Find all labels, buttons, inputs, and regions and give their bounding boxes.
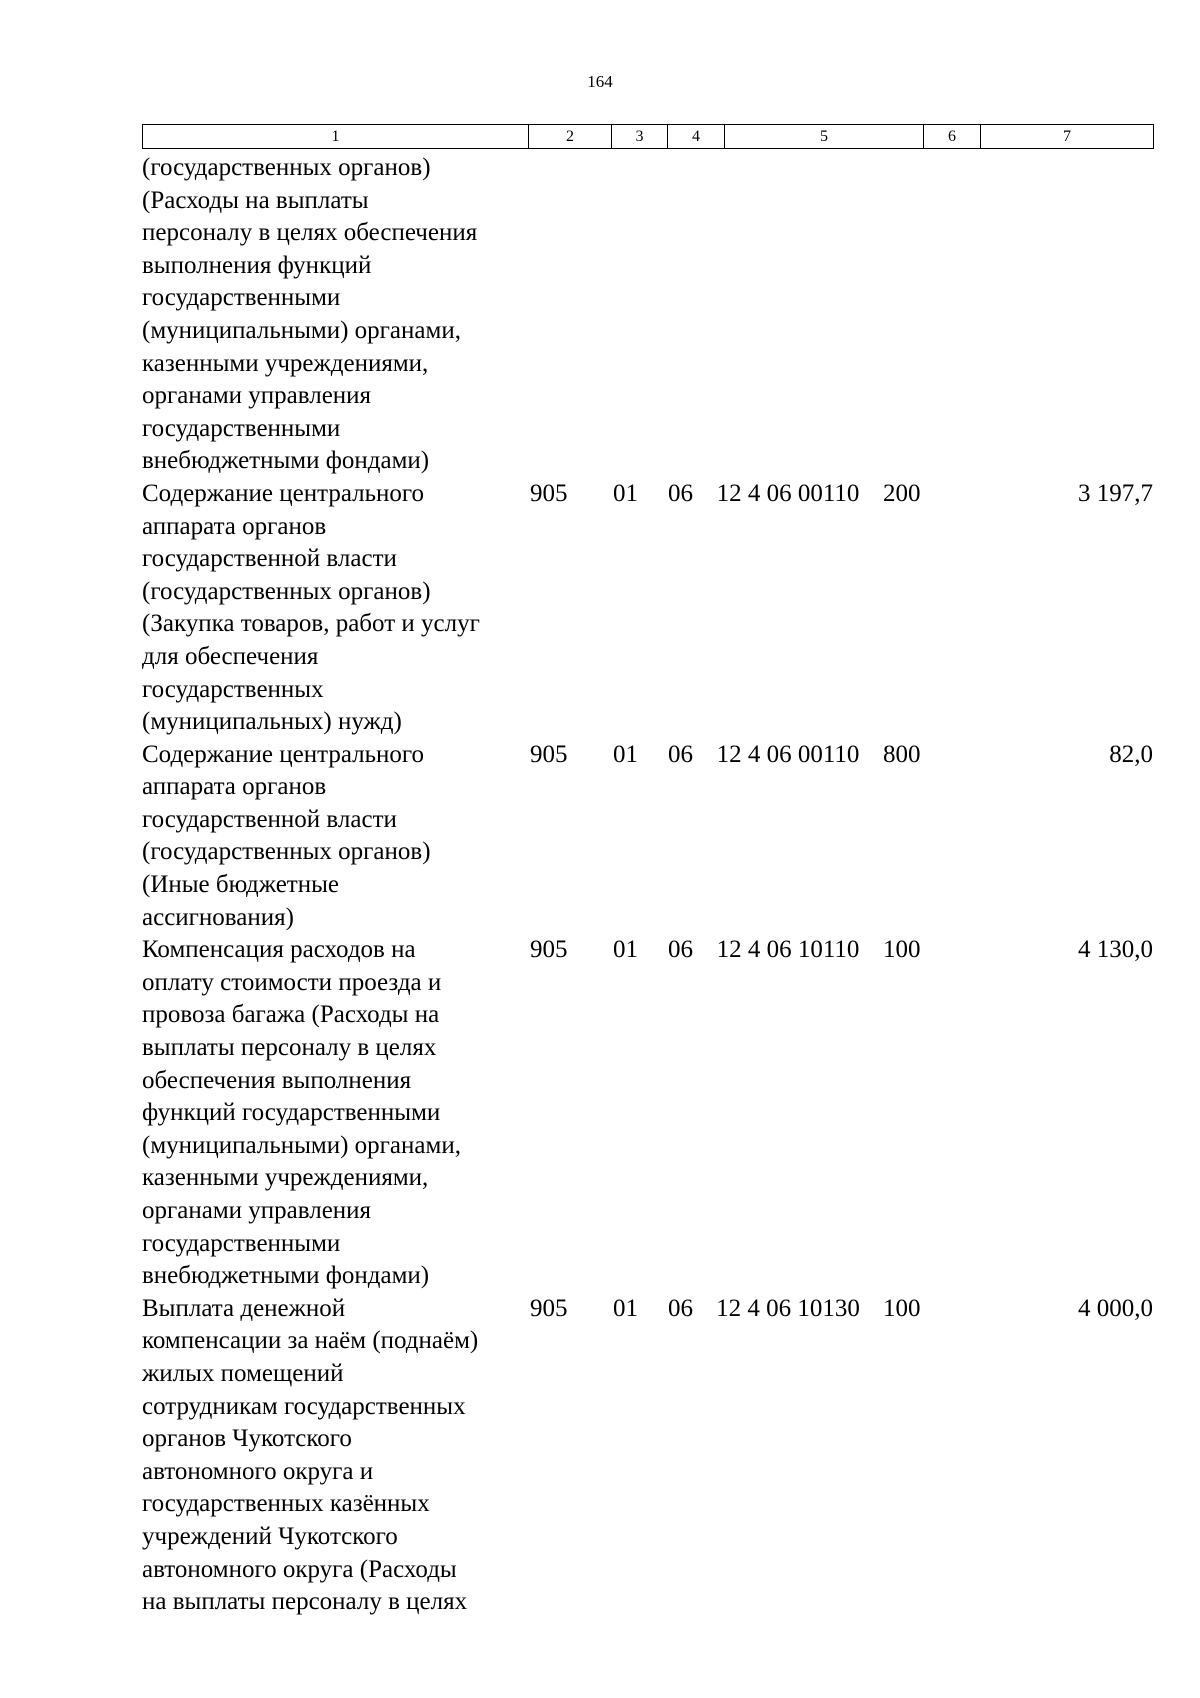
header-col-5: 5 [725, 125, 924, 149]
row-ministry-code: 905 [530, 740, 568, 768]
header-col-1: 1 [143, 125, 529, 149]
row-ministry-code: 905 [530, 479, 568, 507]
row-section-code: 01 [613, 740, 638, 768]
description-line: выплаты персоналу в целях [142, 1034, 437, 1062]
row-description [142, 934, 530, 1293]
row-description [142, 152, 530, 478]
description-line: функций государственными [142, 1099, 441, 1127]
row-description [142, 739, 530, 935]
row-section-code: 01 [613, 479, 638, 507]
table-row [142, 934, 1153, 1293]
description-line: автономного округа (Расходы [142, 1555, 457, 1583]
description-line: (муниципальными) органами, [142, 1131, 461, 1159]
row-section-code: 01 [613, 1294, 638, 1322]
description-line: ассигнования) [142, 903, 294, 931]
description-line: государственной власти [142, 805, 397, 833]
description-line: казенными учреждениями, [142, 349, 429, 377]
table-row [142, 1293, 1153, 1619]
description-line: (государственных органов) [142, 154, 431, 181]
description-line: Содержание центрального [142, 740, 425, 768]
description-line: внебюджетными фондами) [142, 1262, 430, 1290]
description-line: (государственных органов) [142, 577, 431, 605]
row-subsection-code: 06 [668, 1294, 693, 1322]
row-expense-type: 200 [883, 479, 921, 507]
row-amount: 3 197,7 [1078, 479, 1153, 507]
description-line: на выплаты персоналу в целях [142, 1588, 468, 1616]
header-col-4: 4 [668, 125, 725, 149]
description-line: жилых помещений [142, 1359, 344, 1387]
row-expense-type: 100 [883, 936, 921, 964]
description-line: (Иные бюджетные [142, 871, 339, 899]
table-row [142, 152, 1153, 478]
description-line: органов Чукотского [142, 1425, 352, 1453]
description-line: провоза багажа (Расходы на [142, 1001, 440, 1029]
row-expense-type: 100 [883, 1294, 921, 1322]
row-target-article: 12 4 06 00110 [716, 740, 860, 768]
description-line: персоналу в целях обеспечения [142, 219, 478, 247]
description-line: учреждений Чукотского [142, 1522, 398, 1550]
table-row [142, 739, 1153, 935]
description-line: (Расходы на выплаты [142, 186, 369, 214]
description-line: (муниципальными) органами, [142, 316, 461, 344]
table-row [142, 478, 1153, 739]
description-line: государственных [142, 675, 324, 703]
row-ministry-code: 905 [530, 1294, 568, 1322]
row-section-code: 01 [613, 936, 638, 964]
row-target-article: 12 4 06 10130 [716, 1294, 860, 1322]
description-line: Содержание центрального [142, 479, 425, 507]
row-amount: 4 000,0 [1078, 1294, 1153, 1322]
row-target-article: 12 4 06 10110 [716, 936, 860, 964]
description-line: государственными [142, 414, 341, 442]
description-line: компенсации за наём (поднаём) [142, 1327, 479, 1355]
row-subsection-code: 06 [668, 479, 693, 507]
description-line: сотрудникам государственных [142, 1392, 466, 1420]
header-col-3: 3 [612, 125, 668, 149]
row-description [142, 1293, 530, 1619]
description-line: обеспечения выполнения [142, 1066, 412, 1094]
description-line: Выплата денежной [142, 1294, 346, 1322]
header-col-2: 2 [529, 125, 612, 149]
row-expense-type: 800 [883, 740, 921, 768]
description-line: для обеспечения [142, 642, 319, 670]
description-line: (Закупка товаров, работ и услуг [142, 610, 480, 638]
row-amount: 4 130,0 [1078, 936, 1153, 964]
description-line: аппарата органов [142, 773, 327, 801]
row-amount: 82,0 [1109, 740, 1153, 768]
row-description [142, 478, 530, 739]
description-line: государственными [142, 284, 341, 312]
description-line: (государственных органов) [142, 838, 431, 866]
header-col-6: 6 [924, 125, 981, 149]
row-subsection-code: 06 [668, 740, 693, 768]
description-line: государственной власти [142, 545, 397, 573]
row-subsection-code: 06 [668, 936, 693, 964]
description-line: выполнения функций [142, 251, 372, 279]
description-line: внебюджетными фондами) [142, 447, 430, 475]
description-line: органами управления [142, 382, 372, 410]
description-line: автономного округа и [142, 1457, 374, 1485]
table-header [142, 124, 1154, 149]
description-line: органами управления [142, 1197, 372, 1224]
description-line: (муниципальных) нужд) [142, 708, 402, 736]
row-target-article: 12 4 06 00110 [716, 479, 860, 507]
description-line: государственных казённых [142, 1490, 430, 1518]
description-line: оплату стоимости проезда и [142, 968, 442, 996]
row-ministry-code: 905 [530, 936, 568, 964]
description-line: Компенсация расходов на [142, 936, 416, 964]
description-line: аппарата органов [142, 512, 327, 540]
description-line: казенными учреждениями, [142, 1164, 429, 1192]
header-col-7: 7 [981, 125, 1154, 149]
description-line: государственными [142, 1229, 341, 1257]
page-number: 164 [587, 72, 613, 91]
table-body [142, 152, 1153, 1619]
